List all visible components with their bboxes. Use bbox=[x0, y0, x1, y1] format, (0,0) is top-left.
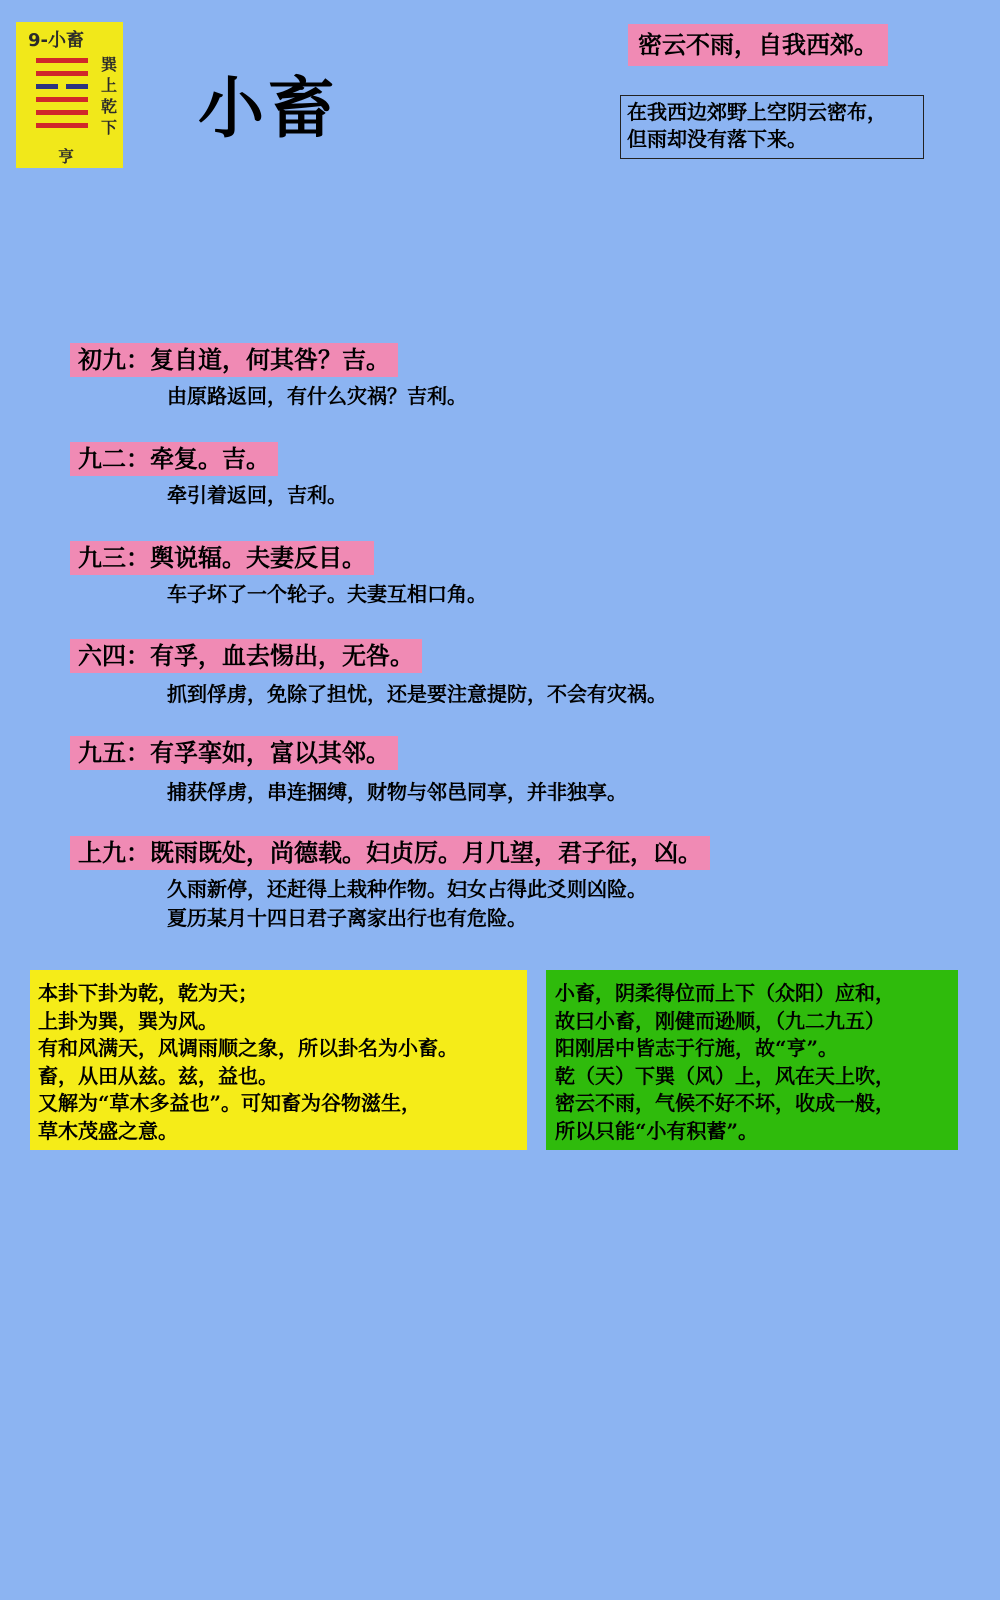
note-line: 上卦为巽，巽为风。 bbox=[38, 1008, 218, 1033]
line-label-4: 六四：有孚，血去惕出，无咎。 bbox=[70, 639, 422, 673]
note-line: 小畜，阴柔得位而上下（众阳）应和， bbox=[555, 981, 895, 1005]
note-line: 乾（天）下巽（风）上，风在天上吹， bbox=[555, 1063, 895, 1088]
hexagram-line-1 bbox=[36, 123, 88, 128]
line-translation-1 bbox=[167, 382, 467, 411]
note-line: 畜，从田从兹。兹，益也。 bbox=[38, 1063, 278, 1088]
judgment-text: 密云不雨，自我西郊。 bbox=[628, 24, 888, 66]
note-line: 本卦下卦为乾，乾为天； bbox=[38, 981, 258, 1005]
line-translation-2 bbox=[167, 481, 347, 510]
line-translation-6 bbox=[167, 875, 647, 933]
judgment-translation-line: 在我西边郊野上空阴云密布， bbox=[627, 100, 887, 124]
line-label-6: 上九：既雨既处，尚德载。妇贞厉。月几望，君子征，凶。 bbox=[70, 836, 710, 870]
hexagram-card-title: 9-小畜 bbox=[28, 30, 84, 51]
line-translation-text: 夏历某月十四日君子离家出行也有危险。 bbox=[167, 906, 527, 930]
line-label-1: 初九：复自道，何其咎？吉。 bbox=[70, 343, 398, 377]
hexagram-commentary-note bbox=[546, 970, 958, 1150]
hexagram-symbol bbox=[36, 58, 88, 136]
hexagram-line-3 bbox=[36, 97, 88, 102]
trigram-labels bbox=[99, 54, 119, 138]
trigram-label: 巽 bbox=[100, 55, 117, 74]
note-line: 所以只能“小有积蓄”。 bbox=[555, 1118, 759, 1143]
line-translation-text: 车子坏了一个轮子。夫妻互相口角。 bbox=[167, 582, 487, 606]
hexagram-line-6 bbox=[36, 58, 88, 63]
line-label-3: 九三：舆说辐。夫妻反目。 bbox=[70, 541, 374, 575]
hexagram-card-judgment: 亨 bbox=[58, 147, 75, 166]
hexagram-card bbox=[16, 22, 123, 168]
line-translation-text: 牵引着返回，吉利。 bbox=[167, 483, 347, 507]
line-label-2: 九二：牵复。吉。 bbox=[70, 442, 278, 476]
judgment-translation bbox=[620, 95, 924, 159]
page-title: 小畜 bbox=[198, 70, 338, 147]
hexagram-explanation-note bbox=[30, 970, 527, 1150]
line-translation-5 bbox=[167, 778, 627, 807]
trigram-label: 上 bbox=[100, 76, 117, 95]
hexagram-line-2 bbox=[36, 110, 88, 115]
note-line: 阳刚居中皆志于行施，故“亨”。 bbox=[555, 1036, 839, 1060]
line-translation-text: 捕获俘虏，串连捆缚，财物与邻邑同享，并非独享。 bbox=[167, 780, 627, 804]
line-label-5: 九五：有孚挛如，富以其邻。 bbox=[70, 736, 398, 770]
note-line: 草木茂盛之意。 bbox=[38, 1118, 178, 1143]
judgment-translation-line: 但雨却没有落下来。 bbox=[627, 127, 807, 151]
trigram-label: 乾 bbox=[100, 97, 117, 116]
trigram-label: 下 bbox=[100, 118, 117, 137]
hexagram-line-4 bbox=[36, 84, 88, 89]
note-line: 密云不雨，气候不好不坏，收成一般， bbox=[555, 1091, 895, 1115]
line-translation-4 bbox=[167, 680, 667, 709]
note-line: 有和风满天，风调雨顺之象，所以卦名为小畜。 bbox=[38, 1036, 458, 1060]
line-translation-text: 久雨新停，还赶得上栽种作物。妇女占得此爻则凶险。 bbox=[167, 877, 647, 901]
line-translation-3 bbox=[167, 580, 487, 609]
note-line: 故曰小畜，刚健而逊顺，（九二九五） bbox=[555, 1008, 885, 1033]
line-translation-text: 由原路返回，有什么灾祸？吉利。 bbox=[167, 384, 467, 408]
hexagram-line-5 bbox=[36, 71, 88, 76]
line-translation-text: 抓到俘虏，免除了担忧，还是要注意提防，不会有灾祸。 bbox=[167, 682, 667, 706]
note-line: 又解为“草木多益也”。可知畜为谷物滋生， bbox=[38, 1091, 422, 1115]
